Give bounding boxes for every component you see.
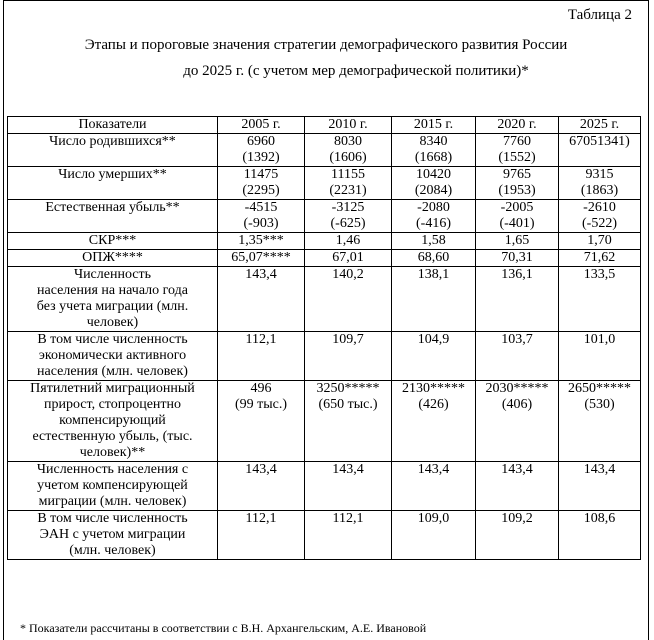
table-cell: 2130***** (426): [392, 381, 476, 462]
table-row: [8, 267, 641, 332]
row-indicator: Естественная убыль**: [8, 200, 218, 233]
table-cell: 10420 (2084): [392, 167, 476, 200]
table-cell: -2080 (-416): [392, 200, 476, 233]
table-cell: 143,4: [559, 462, 641, 511]
table-cell: 143,4: [218, 462, 305, 511]
table-cell: 112,1: [305, 511, 392, 560]
strategy-table: [7, 116, 641, 560]
column-header-2005: 2005 г.: [218, 117, 305, 134]
table-cell: 140,2: [305, 267, 392, 332]
table-cell: 496 (99 тыс.): [218, 381, 305, 462]
column-header-2015: 2015 г.: [392, 117, 476, 134]
table-cell: -3125 (-625): [305, 200, 392, 233]
table-cell: 3250***** (650 тыс.): [305, 381, 392, 462]
table-cell: 143,4: [476, 462, 559, 511]
table-cell: 1,70: [559, 233, 641, 250]
table-cell: 65,07****: [218, 250, 305, 267]
table-title-line-1: Этапы и пороговые значения стратегии демографического развития России: [84, 37, 568, 53]
table-cell: 143,4: [218, 267, 305, 332]
table-cell: 11155 (2231): [305, 167, 392, 200]
row-indicator: В том числе численность ЭАН с учетом миграции (млн. человек): [8, 511, 218, 560]
row-indicator: Число умерших**: [8, 167, 218, 200]
row-indicator: В том числе численность экономически активного населения (млн. человек): [8, 332, 218, 381]
table-cell: 67,01: [305, 250, 392, 267]
row-indicator: Пятилетний миграционный прирост, стопроцентно компенсирующий естественную убыль, (тыс. человек)**: [8, 381, 218, 462]
table-cell: 143,4: [305, 462, 392, 511]
table-title-line-2: до 2025 г. (с учетом мер демографической политики)*: [183, 63, 529, 79]
table-cell: 112,1: [218, 511, 305, 560]
table-cell: 6960 (1392): [218, 134, 305, 167]
table-row: [8, 381, 641, 462]
row-indicator: ОПЖ****: [8, 250, 218, 267]
table-cell: 8340 (1668): [392, 134, 476, 167]
table-cell: 104,9: [392, 332, 476, 381]
table-cell: 2650***** (530): [559, 381, 641, 462]
table-cell: 2030***** (406): [476, 381, 559, 462]
row-indicator: Численность населения на начало года без учета миграции (млн. человек): [8, 267, 218, 332]
row-indicator: Число родившихся**: [8, 134, 218, 167]
table-cell: 138,1: [392, 267, 476, 332]
table-cell: 71,62: [559, 250, 641, 267]
column-header-2025: 2025 г.: [559, 117, 641, 134]
table-row: [8, 511, 641, 560]
table-row: [8, 167, 641, 200]
table-cell: 103,7: [476, 332, 559, 381]
table-cell: 1,35***: [218, 233, 305, 250]
table-header-row: [8, 117, 641, 134]
document-page: [3, 0, 649, 640]
table-cell: 1,46: [305, 233, 392, 250]
table-row: [8, 462, 641, 511]
table-row: [8, 250, 641, 267]
table-number: Таблица 2: [567, 7, 632, 23]
table-cell: 9765 (1953): [476, 167, 559, 200]
table-cell: 109,7: [305, 332, 392, 381]
table-cell: 9315 (1863): [559, 167, 641, 200]
table-cell: 109,2: [476, 511, 559, 560]
table-cell: -4515 (-903): [218, 200, 305, 233]
table-cell: 1,65: [476, 233, 559, 250]
column-header-indicator: Показатели: [8, 117, 218, 134]
table-row: [8, 134, 641, 167]
column-header-2020: 2020 г.: [476, 117, 559, 134]
table-cell: 109,0: [392, 511, 476, 560]
footnote: * Показатели рассчитаны в соответствии с В.Н. Архангельским, А.Е. Ивановой: [20, 621, 427, 635]
table-cell: 136,1: [476, 267, 559, 332]
row-indicator: Численность населения с учетом компенсирующей миграции (млн. человек): [8, 462, 218, 511]
table-cell: -2005 (-401): [476, 200, 559, 233]
table-cell: 101,0: [559, 332, 641, 381]
table-row: [8, 233, 641, 250]
table-cell: 8030 (1606): [305, 134, 392, 167]
table-cell: 1,58: [392, 233, 476, 250]
table-cell: 143,4: [392, 462, 476, 511]
table-row: [8, 332, 641, 381]
column-header-2010: 2010 г.: [305, 117, 392, 134]
table-row: [8, 200, 641, 233]
table-cell: 7760 (1552): [476, 134, 559, 167]
table-cell: 108,6: [559, 511, 641, 560]
table-cell: 112,1: [218, 332, 305, 381]
table-cell: 70,31: [476, 250, 559, 267]
table-cell: 68,60: [392, 250, 476, 267]
table-cell: 67051341): [559, 134, 641, 167]
table-cell: 11475 (2295): [218, 167, 305, 200]
table-cell: -2610 (-522): [559, 200, 641, 233]
row-indicator: СКР***: [8, 233, 218, 250]
table-cell: 133,5: [559, 267, 641, 332]
